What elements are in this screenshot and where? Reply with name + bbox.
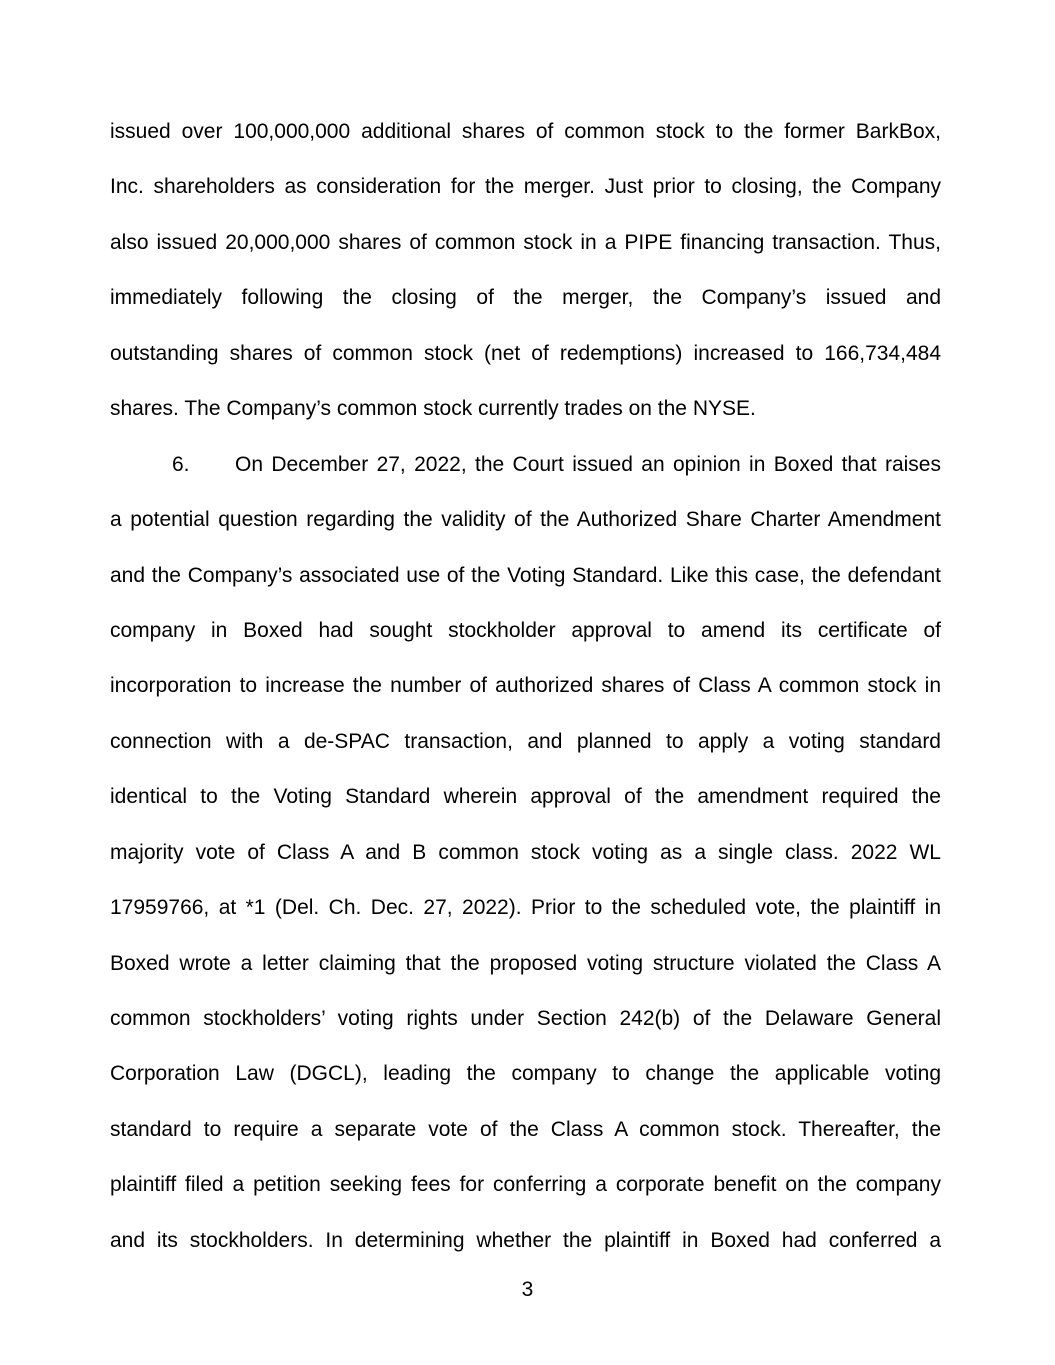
- text-line: Boxed wrote a letter claiming that the proposed voting structure violated the Class A: [110, 951, 941, 975]
- text-line: majority vote of Class A and B common stock voting as a single class. 2022 WL: [110, 840, 941, 864]
- paragraph-number: 6.: [172, 452, 190, 476]
- text-line: incorporation to increase the number of authorized shares of Class A common stock in: [110, 674, 941, 698]
- text-line: plaintiff filed a petition seeking fees for conferring a corporate benefit on the company: [110, 1173, 941, 1197]
- text-line: shares. The Company’s common stock currently trades on the NYSE.: [110, 397, 756, 421]
- text-line: outstanding shares of common stock (net of redemptions) increased to 166,734,484: [110, 341, 941, 365]
- page-number: 3: [521, 1278, 534, 1301]
- text-line: company in Boxed had sought stockholder approval to amend its certificate of: [110, 618, 941, 642]
- text-line: connection with a de-SPAC transaction, and planned to apply a voting standard: [110, 729, 941, 753]
- text-line: immediately following the closing of the merger, the Company’s issued and: [110, 286, 941, 310]
- paragraph-6-first-line: [110, 437, 941, 492]
- text-line: also issued 20,000,000 shares of common stock in a PIPE financing transaction. Thus,: [110, 230, 941, 254]
- text-line: Inc. shareholders as consideration for the merger. Just prior to closing, the Company: [110, 175, 941, 199]
- text-line: and its stockholders. In determining whether the plaintiff in Boxed had conferred a: [110, 1228, 941, 1252]
- document-body: [110, 104, 941, 1268]
- text-line: and the Company’s associated use of the Voting Standard. Like this case, the defendant: [110, 563, 941, 587]
- text-line: 17959766, at *1 (Del. Ch. Dec. 27, 2022). Prior to the scheduled vote, the plaintiff in: [110, 896, 941, 920]
- text-line: a potential question regarding the validity of the Authorized Share Charter Amendment: [110, 508, 941, 532]
- text-line: Corporation Law (DGCL), leading the company to change the applicable voting: [110, 1062, 941, 1086]
- text-line: issued over 100,000,000 additional shares of common stock to the former BarkBox,: [110, 120, 941, 143]
- text-line: common stockholders’ voting rights under Section 242(b) of the Delaware General: [110, 1007, 941, 1030]
- text-line: standard to require a separate vote of the Class A common stock. Thereafter, the: [110, 1117, 941, 1141]
- text-line: On December 27, 2022, the Court issued an opinion in Boxed that raises: [235, 452, 941, 476]
- text-line: identical to the Voting Standard wherein approval of the amendment required the: [110, 785, 941, 809]
